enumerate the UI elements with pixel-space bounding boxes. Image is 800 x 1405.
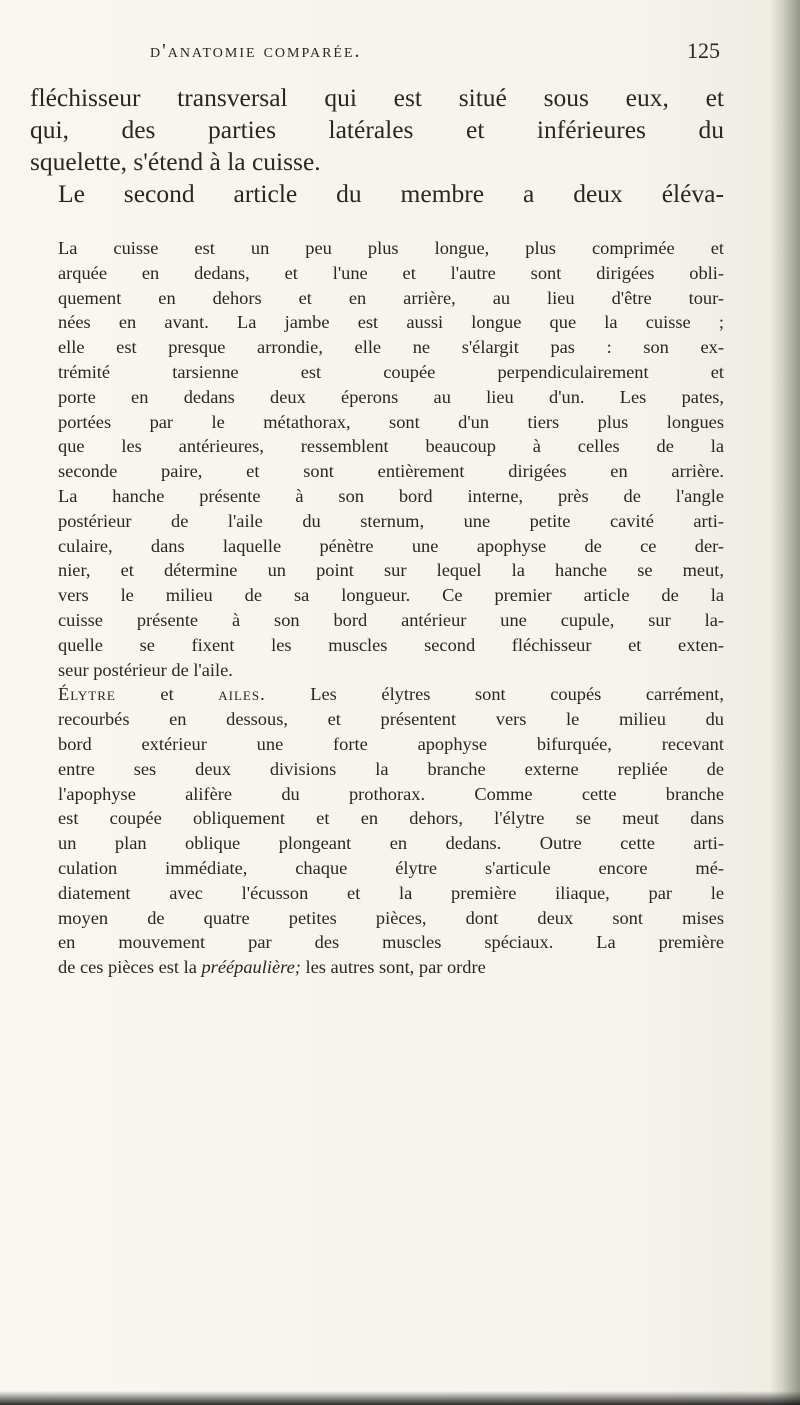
- italic-term: préépaulière;: [201, 957, 301, 978]
- text-line: trémité tarsienne est coupée perpendiculairement et: [58, 361, 724, 382]
- text-line: porte en dedans deux éperons au lieu d'un. Les pates,: [58, 386, 724, 407]
- text-line: en mouvement par des muscles spéciaux. La première: [58, 932, 724, 953]
- text-line: fléchisseur transversal qui est situé sous eux, et: [30, 83, 724, 112]
- text-line: un plan oblique plongeant en dedans. Outre cette arti-: [58, 833, 724, 854]
- text-line: culaire, dans laquelle pénètre une apophyse de ce der-: [58, 535, 724, 556]
- text-fragment: Les élytres sont coupés carrément,: [265, 684, 724, 705]
- paragraph-elytre: [30, 682, 724, 980]
- page-body: [30, 82, 724, 980]
- text-line: arquée en dedans, et l'une et l'autre sont dirigées obli-: [58, 262, 724, 283]
- text-line: La cuisse est un peu plus longue, plus comprimée et: [58, 238, 724, 258]
- text-line: cuisse présente à son bord antérieur une cupule, sur la-: [58, 609, 724, 630]
- text-line: culation immédiate, chaque élytre s'articule encore mé-: [58, 857, 724, 878]
- text-line: l'apophyse alifère du prothorax. Comme cette branche: [58, 783, 724, 804]
- text-line: La hanche présente à son bord interne, près de l'angle: [58, 485, 724, 506]
- main-text: [30, 236, 724, 980]
- text-line: postérieur de l'aile du sternum, une petite cavité arti-: [58, 510, 724, 531]
- section-heading: Élytre: [58, 684, 116, 705]
- text-fragment: les autres sont, par ordre: [300, 957, 486, 978]
- text-line: nier, et détermine un point sur lequel la hanche se meut,: [58, 560, 724, 581]
- section-heading-2: ailes.: [218, 684, 266, 705]
- text-line: portées par le métathorax, sont d'un tiers plus longues: [58, 411, 724, 432]
- text-line: est coupée obliquement et en dehors, l'élytre se meut dans: [58, 808, 724, 829]
- text-line: Le second article du membre a deux éléva-: [58, 179, 724, 208]
- lead-text: [30, 82, 724, 210]
- lead-paragraph-1: [30, 82, 724, 178]
- text-line: elle est presque arrondie, elle ne s'élargit pas : son ex-: [58, 337, 724, 358]
- page-edge-shadow: [770, 0, 800, 1405]
- text-line: seconde paire, et sont entièrement dirigées en arrière.: [58, 461, 724, 482]
- text-line: [30, 682, 724, 707]
- text-line: squelette, s'étend à la cuisse.: [30, 147, 321, 176]
- text-line: vers le milieu de sa longueur. Ce premier article de la: [58, 585, 724, 606]
- text-line: diatement avec l'écusson et la première iliaque, par le: [58, 882, 724, 903]
- heading-joiner: et: [115, 684, 219, 705]
- text-line: [30, 955, 724, 980]
- text-line: moyen de quatre petites pièces, dont deux sont mises: [58, 907, 724, 928]
- page-header: [150, 28, 720, 68]
- lead-paragraph-2: [30, 178, 724, 210]
- text-line: qui, des parties latérales et inférieures du: [30, 115, 724, 144]
- text-line: entre ses deux divisions la branche externe repliée de: [58, 758, 724, 779]
- page-bottom-shadow: [0, 1391, 800, 1405]
- text-line: recourbés en dessous, et présentent vers le milieu du: [58, 709, 724, 730]
- text-line: seur postérieur de l'aile.: [58, 659, 233, 680]
- text-line: quelle se fixent les muscles second fléchisseur et exten-: [58, 634, 724, 655]
- text-line: quement en dehors et en arrière, au lieu d'être tour-: [58, 287, 724, 308]
- page-number: 125: [687, 38, 720, 63]
- text-fragment: de ces pièces est la: [58, 957, 202, 978]
- text-line: nées en avant. La jambe est aussi longue que la cuisse ;: [58, 312, 724, 333]
- paragraph-cuisse: [30, 236, 724, 682]
- text-line: bord extérieur une forte apophyse bifurquée, recevant: [58, 733, 724, 754]
- running-head: d'anatomie comparée.: [150, 40, 362, 62]
- text-line: que les antérieures, ressemblent beaucoup à celles de la: [58, 436, 724, 457]
